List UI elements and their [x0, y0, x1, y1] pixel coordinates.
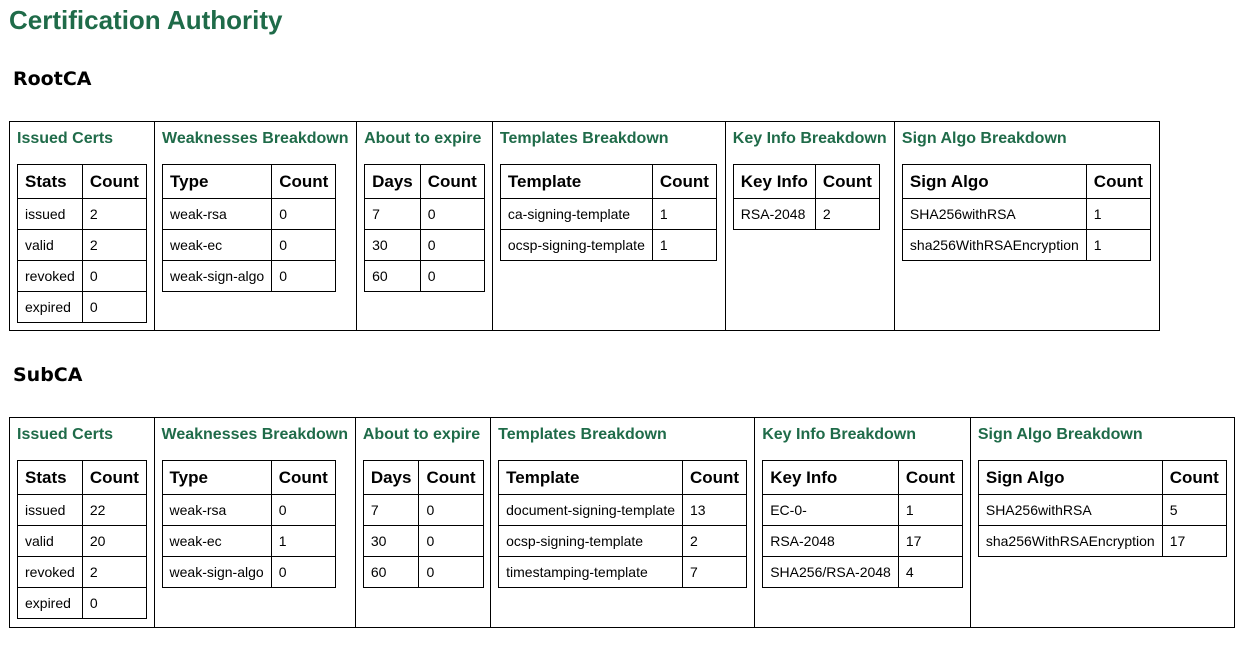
- row-label-cell: ocsp-signing-template: [500, 230, 652, 261]
- column-header-sign-algo: Sign Algo: [978, 461, 1162, 495]
- rootca-about-to-expire-table: [364, 164, 485, 292]
- rootca-templates-breakdown-table: [500, 164, 717, 261]
- rootca-key-info-breakdown-cell: [725, 122, 894, 331]
- subca-about-to-expire-title: About to expire: [362, 426, 481, 443]
- subca-weaknesses-breakdown-cell: [154, 418, 355, 628]
- column-header-count: Count: [1162, 461, 1226, 495]
- row-label-cell: 60: [363, 557, 419, 588]
- count-cell: 2: [82, 199, 146, 230]
- rootca-weaknesses-breakdown-title: Weaknesses Breakdown: [162, 130, 349, 147]
- column-header-days: Days: [365, 165, 421, 199]
- column-header-count: Count: [815, 165, 879, 199]
- subca-templates-breakdown-cell: [491, 418, 755, 628]
- count-cell: 0: [420, 199, 484, 230]
- row-label-cell: weak-sign-algo: [163, 261, 272, 292]
- subca-issued-certs-cell: [10, 418, 155, 628]
- table-row: [365, 261, 485, 292]
- row-label-cell: valid: [18, 526, 83, 557]
- column-header-days: Days: [363, 461, 419, 495]
- table-row: [163, 261, 336, 292]
- count-cell: 0: [271, 495, 335, 526]
- rootca-weaknesses-breakdown-table: [162, 164, 336, 292]
- subca-title: SubCA: [13, 364, 83, 386]
- subca-key-info-breakdown-cell: [755, 418, 971, 628]
- table-header-row: [902, 165, 1150, 199]
- row-label-cell: 7: [363, 495, 419, 526]
- row-label-cell: RSA-2048: [733, 199, 815, 230]
- count-cell: 1: [1086, 199, 1150, 230]
- table-row: [363, 526, 483, 557]
- count-cell: 2: [683, 526, 747, 557]
- row-label-cell: weak-ec: [162, 526, 271, 557]
- column-header-count: Count: [271, 461, 335, 495]
- table-header-row: [365, 165, 485, 199]
- table-header-row: [733, 165, 879, 199]
- table-row: [18, 230, 147, 261]
- table-row: [18, 526, 147, 557]
- table-row: [363, 557, 483, 588]
- row-label-cell: ocsp-signing-template: [499, 526, 683, 557]
- table-row: [763, 557, 963, 588]
- column-header-count: Count: [272, 165, 336, 199]
- count-cell: 1: [652, 199, 716, 230]
- rootca-sign-algo-breakdown-cell: [894, 122, 1159, 331]
- column-header-sign-algo: Sign Algo: [902, 165, 1086, 199]
- table-row: [733, 199, 879, 230]
- table-header-row: [162, 461, 335, 495]
- table-row: [500, 230, 716, 261]
- count-cell: 0: [419, 495, 483, 526]
- row-label-cell: timestamping-template: [499, 557, 683, 588]
- table-header-row: [763, 461, 963, 495]
- row-label-cell: valid: [18, 230, 83, 261]
- table-row: [18, 588, 147, 619]
- row-label-cell: SHA256withRSA: [978, 495, 1162, 526]
- subca-about-to-expire-table: [363, 460, 484, 588]
- count-cell: 2: [815, 199, 879, 230]
- rootca-sign-algo-breakdown-table: [902, 164, 1151, 261]
- row-label-cell: document-signing-template: [499, 495, 683, 526]
- count-cell: 0: [82, 292, 146, 323]
- table-header-row: [18, 461, 147, 495]
- rootca-templates-breakdown-title: Templates Breakdown: [499, 130, 669, 147]
- rootca-title: RootCA: [13, 68, 92, 90]
- column-header-key-info: Key Info: [763, 461, 899, 495]
- table-row: [163, 230, 336, 261]
- row-label-cell: expired: [18, 292, 83, 323]
- table-row: [18, 261, 147, 292]
- table-row: [365, 230, 485, 261]
- table-header-row: [18, 165, 147, 199]
- count-cell: 20: [82, 526, 146, 557]
- table-header-row: [163, 165, 336, 199]
- table-row: [163, 199, 336, 230]
- subca-weaknesses-breakdown-table: [162, 460, 336, 588]
- table-header-row: [500, 165, 716, 199]
- count-cell: 5: [1162, 495, 1226, 526]
- count-cell: 0: [419, 557, 483, 588]
- count-cell: 0: [272, 199, 336, 230]
- table-row: [18, 199, 147, 230]
- table-header-row: [499, 461, 747, 495]
- table-row: [763, 495, 963, 526]
- rootca-key-info-breakdown-table: [733, 164, 880, 230]
- row-label-cell: SHA256withRSA: [902, 199, 1086, 230]
- table-row: [18, 292, 147, 323]
- table-header-row: [363, 461, 483, 495]
- table-row: [162, 526, 335, 557]
- subca-key-info-breakdown-table: [762, 460, 963, 588]
- column-header-type: Type: [162, 461, 271, 495]
- row-label-cell: SHA256/RSA-2048: [763, 557, 899, 588]
- table-row: [162, 495, 335, 526]
- row-label-cell: weak-rsa: [162, 495, 271, 526]
- rootca-issued-certs-title: Issued Certs: [17, 130, 114, 147]
- count-cell: 13: [683, 495, 747, 526]
- row-label-cell: EC-0-: [763, 495, 899, 526]
- subca-sign-algo-breakdown-cell: [970, 418, 1234, 628]
- count-cell: 22: [82, 495, 146, 526]
- table-row: [902, 199, 1150, 230]
- count-cell: 0: [420, 261, 484, 292]
- subca-issued-certs-table: [17, 460, 147, 619]
- row-label-cell: sha256WithRSAEncryption: [902, 230, 1086, 261]
- table-row: [978, 495, 1226, 526]
- column-header-count: Count: [419, 461, 483, 495]
- count-cell: 1: [271, 526, 335, 557]
- count-cell: 2: [82, 230, 146, 261]
- count-cell: 0: [271, 557, 335, 588]
- count-cell: 4: [898, 557, 962, 588]
- table-row: [162, 557, 335, 588]
- table-row: [902, 230, 1150, 261]
- table-header-row: [978, 461, 1226, 495]
- row-label-cell: 30: [365, 230, 421, 261]
- count-cell: 7: [683, 557, 747, 588]
- rootca-issued-certs-table: [17, 164, 147, 323]
- count-cell: 2: [82, 557, 146, 588]
- subca-sign-algo-breakdown-table: [978, 460, 1227, 557]
- subca-key-info-breakdown-title: Key Info Breakdown: [762, 426, 917, 443]
- column-header-count: Count: [898, 461, 962, 495]
- row-label-cell: weak-rsa: [163, 199, 272, 230]
- table-row: [499, 495, 747, 526]
- row-label-cell: revoked: [18, 261, 83, 292]
- column-header-template: Template: [500, 165, 652, 199]
- rootca-about-to-expire-cell: [357, 122, 493, 331]
- count-cell: 0: [272, 261, 336, 292]
- column-header-count: Count: [652, 165, 716, 199]
- row-label-cell: revoked: [18, 557, 83, 588]
- count-cell: 17: [898, 526, 962, 557]
- subca-stats-grid: [9, 417, 1235, 628]
- column-header-count: Count: [82, 461, 146, 495]
- rootca-about-to-expire-title: About to expire: [364, 130, 482, 147]
- count-cell: 1: [652, 230, 716, 261]
- subca-templates-breakdown-table: [498, 460, 747, 588]
- count-cell: 0: [82, 261, 146, 292]
- row-label-cell: issued: [18, 199, 83, 230]
- row-label-cell: 30: [363, 526, 419, 557]
- column-header-count: Count: [82, 165, 146, 199]
- count-cell: 0: [272, 230, 336, 261]
- row-label-cell: RSA-2048: [763, 526, 899, 557]
- count-cell: 0: [82, 588, 146, 619]
- page-title: Certification Authority: [9, 5, 283, 35]
- table-row: [363, 495, 483, 526]
- row-label-cell: ca-signing-template: [500, 199, 652, 230]
- subca-templates-breakdown-title: Templates Breakdown: [498, 426, 667, 443]
- rootca-weaknesses-breakdown-cell: [155, 122, 357, 331]
- count-cell: 0: [419, 526, 483, 557]
- subca-stats-row: [10, 418, 1235, 628]
- table-row: [499, 526, 747, 557]
- table-row: [763, 526, 963, 557]
- rootca-stats-row: [10, 122, 1160, 331]
- table-row: [18, 557, 147, 588]
- column-header-template: Template: [499, 461, 683, 495]
- row-label-cell: 7: [365, 199, 421, 230]
- column-header-count: Count: [1086, 165, 1150, 199]
- table-row: [365, 199, 485, 230]
- rootca-stats-grid: [9, 121, 1160, 331]
- table-row: [978, 526, 1226, 557]
- column-header-stats: Stats: [18, 461, 83, 495]
- row-label-cell: weak-ec: [163, 230, 272, 261]
- table-row: [499, 557, 747, 588]
- column-header-stats: Stats: [18, 165, 83, 199]
- rootca-sign-algo-breakdown-title: Sign Algo Breakdown: [901, 130, 1067, 147]
- rootca-templates-breakdown-cell: [492, 122, 725, 331]
- column-header-key-info: Key Info: [733, 165, 815, 199]
- row-label-cell: issued: [18, 495, 83, 526]
- column-header-count: Count: [420, 165, 484, 199]
- subca-issued-certs-title: Issued Certs: [17, 426, 114, 443]
- row-label-cell: 60: [365, 261, 421, 292]
- table-row: [18, 495, 147, 526]
- count-cell: 1: [1086, 230, 1150, 261]
- rootca-key-info-breakdown-title: Key Info Breakdown: [732, 130, 887, 147]
- count-cell: 0: [420, 230, 484, 261]
- row-label-cell: sha256WithRSAEncryption: [978, 526, 1162, 557]
- subca-weaknesses-breakdown-title: Weaknesses Breakdown: [161, 426, 348, 443]
- column-header-count: Count: [683, 461, 747, 495]
- row-label-cell: weak-sign-algo: [162, 557, 271, 588]
- subca-about-to-expire-cell: [355, 418, 490, 628]
- rootca-issued-certs-cell: [10, 122, 155, 331]
- table-row: [500, 199, 716, 230]
- count-cell: 1: [898, 495, 962, 526]
- count-cell: 17: [1162, 526, 1226, 557]
- row-label-cell: expired: [18, 588, 83, 619]
- column-header-type: Type: [163, 165, 272, 199]
- subca-sign-algo-breakdown-title: Sign Algo Breakdown: [977, 426, 1143, 443]
